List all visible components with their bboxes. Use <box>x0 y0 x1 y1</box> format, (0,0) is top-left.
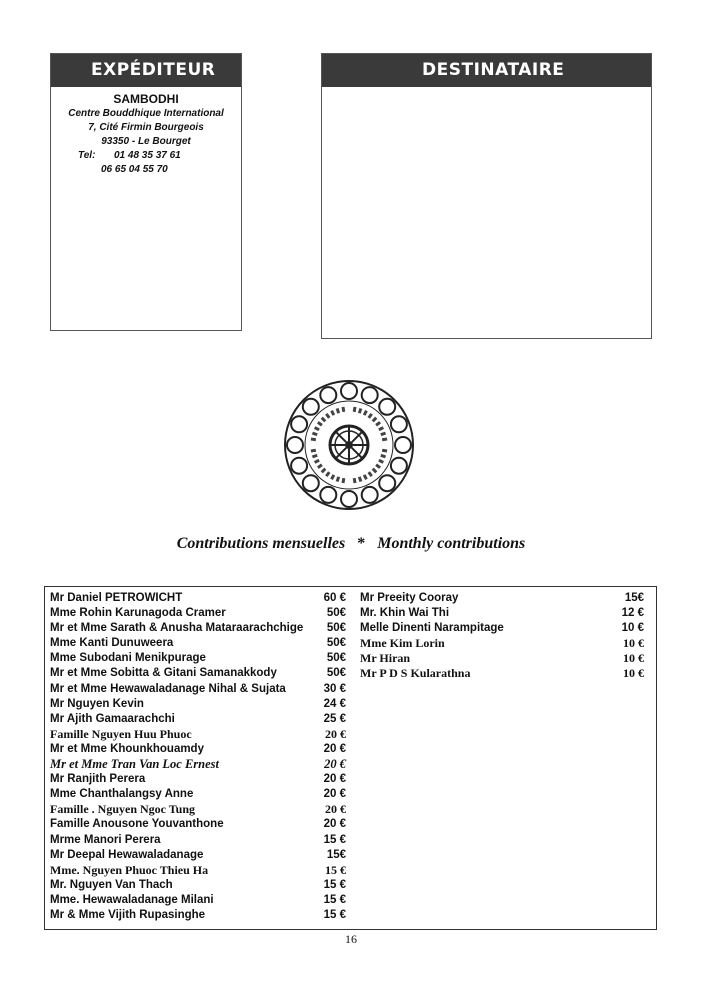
logo-petal <box>291 416 307 432</box>
contribution-row <box>50 772 346 787</box>
contributor-name: Mme Rohin Karunagoda Cramer <box>50 607 226 620</box>
contribution-amount: 30 € <box>323 682 346 695</box>
sender-org: Centre Bouddhique International <box>68 108 224 119</box>
contribution-amount: 15€ <box>326 848 346 861</box>
contribution-row <box>50 697 346 712</box>
contributor-name: Mme Kim Lorin <box>360 636 445 651</box>
contributor-name: Mr Hiran <box>360 651 411 666</box>
contributor-name: Mr et Mme Tran Van Loc Ernest <box>50 757 220 772</box>
contribution-amount: 20 € <box>323 818 346 831</box>
logo-petal <box>320 387 336 403</box>
contribution-row <box>50 802 346 817</box>
contribution-row <box>50 787 346 802</box>
logo-petal <box>303 475 319 491</box>
contribution-row <box>50 848 346 863</box>
contribution-row <box>360 591 644 606</box>
contribution-row <box>50 651 346 666</box>
logo-petal <box>362 387 378 403</box>
tel-label: Tel: <box>78 150 96 161</box>
contributions-table <box>44 586 657 930</box>
contribution-amount: 50€ <box>326 607 346 620</box>
contribution-row <box>50 636 346 651</box>
contributor-name: Mr & Mme Vijith Rupasinghe <box>50 908 206 921</box>
contribution-row <box>50 682 346 697</box>
contributor-name: Mme. Nguyen Phuoc Thieu Ha <box>50 862 209 877</box>
contribution-row <box>360 636 644 651</box>
sender-box <box>50 53 242 331</box>
contribution-amount: 15€ <box>624 592 644 604</box>
sender-street: 7, Cité Firmin Bourgeois <box>88 122 204 133</box>
contribution-amount: 15 € <box>323 878 346 891</box>
contributor-name: Mr et Mme Khounkhouamdy <box>50 742 204 755</box>
contributor-name: Mr Nguyen Kevin <box>50 697 144 710</box>
contributor-name: Famille . Nguyen Ngoc Tung <box>50 802 196 817</box>
contribution-amount: 60 € <box>323 592 346 604</box>
contribution-row <box>50 712 346 727</box>
contributor-name: Mme Kanti Dunuweera <box>50 637 174 650</box>
contributor-name: Mr Daniel PETROWICHT <box>50 592 183 604</box>
contributor-name: Mr Preeity Cooray <box>360 592 459 604</box>
contributor-name: Mme. Hewawaladanage Milani <box>50 893 214 906</box>
logo-petal <box>391 416 407 432</box>
recipient-heading: DESTINATAIRE <box>322 54 651 87</box>
contribution-row <box>50 666 346 681</box>
title-separator: * <box>357 535 366 552</box>
contributor-name: Mr et Mme Sarath & Anusha Mataraarachchige <box>50 622 304 635</box>
contributor-name: Famille Nguyen Huu Phuoc <box>50 726 192 741</box>
contribution-row <box>50 757 346 772</box>
contribution-amount: 15 € <box>323 833 346 846</box>
contribution-row <box>360 621 644 636</box>
contribution-amount: 20 € <box>323 742 346 755</box>
logo-petal <box>303 399 319 415</box>
title-fr: Contributions mensuelles <box>176 535 346 552</box>
contributor-name: Mme Subodani Menikpurage <box>50 652 206 665</box>
logo-petal <box>362 487 378 503</box>
contribution-row <box>50 908 346 923</box>
contribution-row <box>50 727 346 742</box>
contribution-row <box>360 606 644 621</box>
contribution-row <box>50 817 346 832</box>
contributor-name: Melle Dinenti Narampitage <box>360 622 504 635</box>
sender-address <box>51 87 241 177</box>
logo-petal <box>287 437 303 453</box>
contribution-amount: 10 € <box>623 651 644 666</box>
contribution-amount: 15 € <box>323 893 346 906</box>
contribution-amount: 15 € <box>323 908 346 921</box>
contributor-name: Mr. Khin Wai Thi <box>360 607 450 620</box>
contribution-amount: 20 € <box>325 802 346 817</box>
logo-petal <box>379 399 395 415</box>
association-logo <box>282 378 416 512</box>
contribution-row <box>50 863 346 878</box>
contributions-left-column <box>50 591 346 923</box>
contribution-amount: 24 € <box>323 697 346 710</box>
contribution-amount: 50€ <box>326 667 346 680</box>
contribution-amount: 50€ <box>326 652 346 665</box>
sender-tel-2: 06 65 04 55 70 <box>101 164 168 175</box>
logo-petal <box>341 491 357 507</box>
contributor-name: Mr Ajith Gamaarachchi <box>50 712 175 725</box>
contribution-amount: 12 € <box>621 607 644 620</box>
contribution-amount: 10 € <box>621 622 644 635</box>
contribution-row <box>50 878 346 893</box>
contribution-row <box>50 591 346 606</box>
sender-heading: EXPÉDITEUR <box>51 54 241 87</box>
logo-petal <box>379 475 395 491</box>
logo-petal <box>395 437 411 453</box>
contributor-name: Mr et Mme Sobitta & Gitani Samanakkody <box>50 667 277 680</box>
logo-petal <box>291 458 307 474</box>
contributions-right-column <box>360 591 644 682</box>
contributor-name: Mme Chanthalangsy Anne <box>50 788 194 801</box>
logo-petal <box>341 383 357 399</box>
contributor-name: Mr. Nguyen Van Thach <box>50 878 173 891</box>
contribution-amount: 50€ <box>326 637 346 650</box>
contribution-amount: 10 € <box>623 636 644 651</box>
contributor-name: Famille Anousone Youvanthone <box>50 818 224 831</box>
sender-name: SAMBODHI <box>113 92 179 106</box>
contributor-name: Mr P D S Kularathna <box>360 666 471 681</box>
contribution-row <box>360 651 644 666</box>
contribution-amount: 20 € <box>324 757 346 772</box>
contribution-row <box>50 833 346 848</box>
contribution-amount: 10 € <box>623 666 644 681</box>
logo-petal <box>320 487 336 503</box>
sender-tel-1: 01 48 35 37 61 <box>114 150 181 161</box>
sender-tel-row <box>64 149 228 163</box>
contributor-name: Mrme Manori Perera <box>50 833 161 846</box>
contribution-row <box>50 893 346 908</box>
logo-petal <box>391 458 407 474</box>
contribution-row <box>50 742 346 757</box>
recipient-box <box>321 53 652 339</box>
sender-city: 93350 - Le Bourget <box>101 136 191 147</box>
contributor-name: Mr Ranjith Perera <box>50 773 146 786</box>
contribution-amount: 50€ <box>326 622 346 635</box>
contribution-amount: 20 € <box>323 788 346 801</box>
contribution-row <box>360 666 644 681</box>
contribution-amount: 25 € <box>323 712 346 725</box>
contribution-row <box>50 606 346 621</box>
title-en: Monthly contributions <box>377 535 526 552</box>
contribution-amount: 20 € <box>325 726 346 741</box>
contributor-name: Mr et Mme Hewawaladanage Nihal & Sujata <box>50 682 286 695</box>
contributions-title <box>0 535 702 553</box>
contributor-name: Mr Deepal Hewawaladanage <box>50 848 204 861</box>
contribution-amount: 15 € <box>325 862 346 877</box>
contribution-amount: 20 € <box>323 773 346 786</box>
page-number: 16 <box>345 932 357 946</box>
contribution-row <box>50 621 346 636</box>
